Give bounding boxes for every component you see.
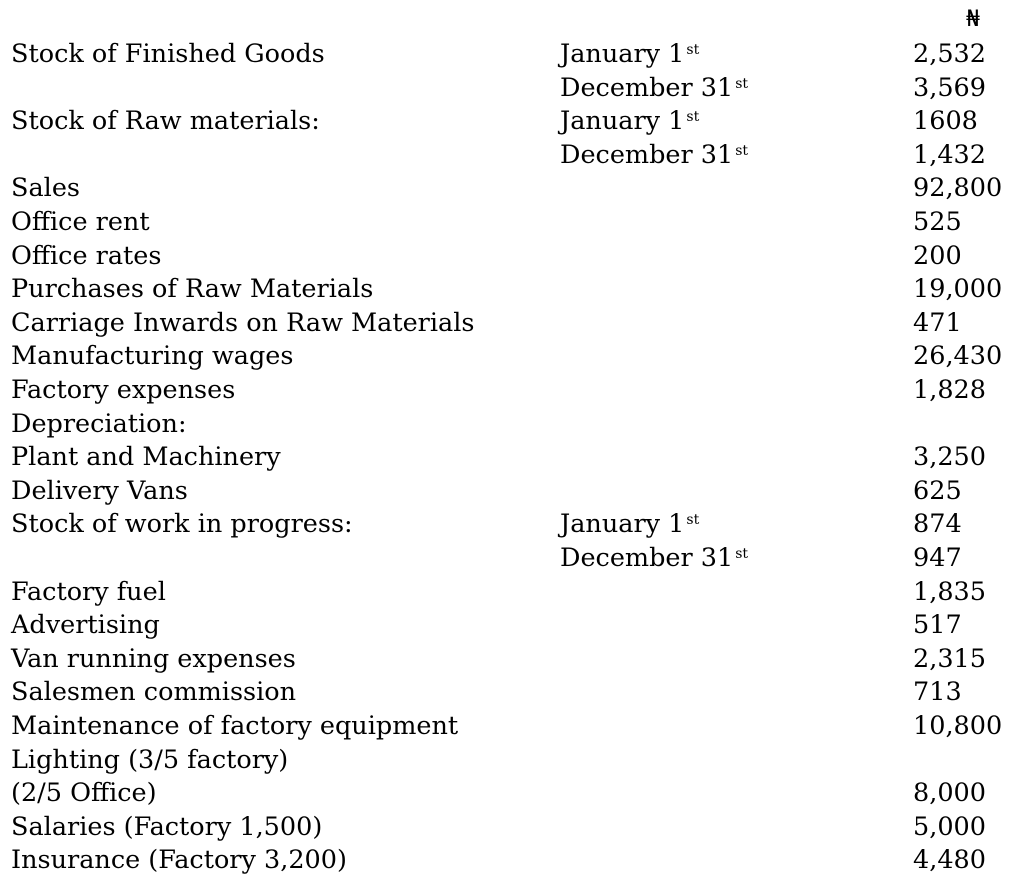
stock-date: [560, 72, 748, 106]
account-row: [0, 744, 1024, 778]
account-row: [0, 811, 1024, 845]
stock-date: [560, 38, 699, 72]
amount: 713: [913, 677, 962, 708]
amount: 874: [913, 509, 962, 540]
ordinal-suffix: st: [686, 512, 700, 529]
amount: 92,800: [913, 173, 1003, 204]
account-row: [0, 609, 1024, 643]
stock-date: [560, 139, 748, 173]
account-row: [0, 441, 1024, 475]
account-row: [0, 676, 1024, 710]
amount: 1608: [913, 106, 978, 137]
account-row: [0, 139, 1024, 173]
account-name: Office rent: [11, 207, 150, 237]
ordinal-suffix: st: [735, 546, 749, 562]
stock-date: [560, 542, 748, 576]
account-name: Salaries (Factory 1,500): [11, 811, 323, 842]
amount: 2,532: [913, 39, 987, 69]
account-row: [0, 576, 1024, 610]
account-name: Van running expenses: [11, 643, 296, 674]
account-name: Stock of work in progress:: [11, 509, 353, 540]
amount: 10,800: [913, 711, 1003, 741]
amount: 2,315: [913, 643, 987, 674]
account-name: Salesmen commission: [11, 677, 297, 708]
stock-date-text: January 1: [560, 509, 685, 540]
account-row: [0, 38, 1024, 72]
account-row: [0, 475, 1024, 509]
amount: 471: [913, 307, 962, 338]
account-name: Purchases of Raw Materials: [11, 274, 374, 305]
account-row: [0, 542, 1024, 576]
account-name: Insurance (Factory 3,200): [11, 845, 347, 876]
ordinal-suffix: st: [686, 109, 700, 126]
amount: 517: [913, 610, 962, 641]
account-row: [0, 710, 1024, 744]
account-name: Stock of Finished Goods: [11, 39, 325, 69]
account-row: [0, 374, 1024, 408]
account-name: Stock of Raw materials:: [11, 106, 320, 137]
account-row: [0, 240, 1024, 274]
amount: 3,569: [913, 72, 987, 103]
amount: 26,430: [913, 341, 1003, 372]
account-row: [0, 172, 1024, 206]
account-name: Manufacturing wages: [11, 341, 294, 372]
account-row: [0, 777, 1024, 811]
ordinal-suffix: st: [735, 75, 749, 92]
amount: 3,250: [913, 442, 987, 473]
stock-date-text: January 1: [560, 106, 685, 137]
amount: 1,835: [913, 576, 987, 607]
account-row: [0, 340, 1024, 374]
account-name: Lighting (3/5 factory): [11, 744, 289, 775]
account-row: [0, 408, 1024, 442]
amount: 1,432: [913, 139, 987, 170]
amount: 4,480: [913, 845, 987, 876]
stock-date-text: January 1: [560, 39, 685, 69]
account-row: [0, 508, 1024, 542]
amount: 19,000: [913, 274, 1003, 305]
account-name: Carriage Inwards on Raw Materials: [11, 307, 475, 338]
amount: 625: [913, 475, 962, 506]
amount: 947: [913, 543, 962, 573]
account-name: Depreciation:: [11, 408, 187, 439]
account-row: [0, 844, 1024, 878]
account-name: Sales: [11, 173, 81, 204]
account-row: [0, 273, 1024, 307]
stock-date: [560, 105, 699, 139]
account-name: Delivery Vans: [11, 475, 188, 506]
amount: 5,000: [913, 811, 987, 842]
account-row: [0, 307, 1024, 341]
stock-date-text: December 31: [560, 139, 734, 170]
account-row: [0, 643, 1024, 677]
account-name: Office rates: [11, 240, 162, 271]
ordinal-suffix: st: [686, 42, 700, 58]
account-name: Factory expenses: [11, 375, 236, 405]
account-row: [0, 72, 1024, 106]
account-name: Factory fuel: [11, 576, 166, 607]
ordinal-suffix: st: [735, 142, 749, 159]
account-name: (2/5 Office): [11, 778, 157, 809]
account-row: [0, 105, 1024, 139]
account-name: Maintenance of factory equipment: [11, 711, 459, 741]
amount: 200: [913, 240, 962, 271]
amount: 1,828: [913, 375, 987, 405]
stock-date-text: December 31: [560, 543, 734, 573]
stock-date: [560, 508, 699, 542]
account-name: Advertising: [11, 610, 160, 641]
currency-header: ₦: [966, 7, 980, 32]
account-name: Plant and Machinery: [11, 442, 281, 473]
amount: 525: [913, 207, 962, 237]
stock-date-text: December 31: [560, 72, 734, 103]
amount: 8,000: [913, 778, 987, 809]
account-row: [0, 206, 1024, 240]
